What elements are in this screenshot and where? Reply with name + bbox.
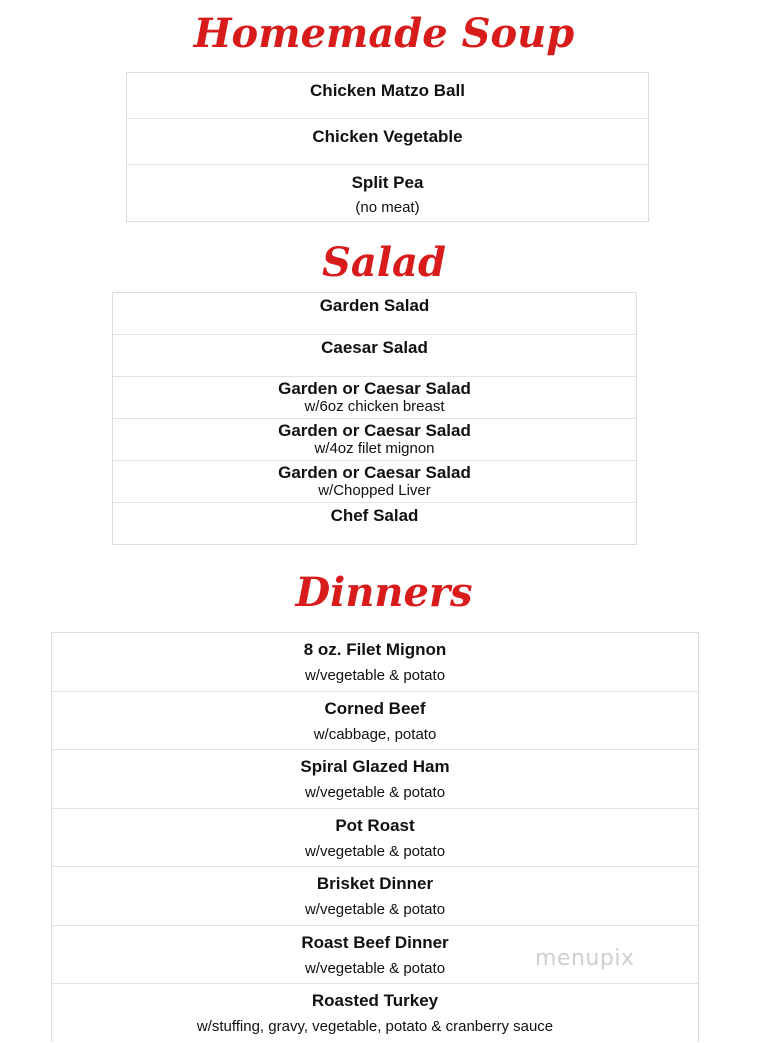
menupix-watermark: menupix: [535, 946, 635, 971]
menu-item: [52, 809, 698, 868]
salad-menu-table: [112, 292, 637, 545]
menu-item-name: Garden Salad: [319, 296, 430, 315]
menu-item-note: w/4oz filet mignon: [314, 440, 435, 457]
menu-item-name: Corned Beef: [324, 698, 426, 718]
dinners-menu-table: [51, 632, 699, 1042]
menu-item-name: Roast Beef Dinner: [301, 932, 449, 952]
menu-item: [113, 419, 636, 461]
menu-item-name: Roasted Turkey: [311, 991, 439, 1010]
menu-item-name: 8 oz. Filet Mignon: [303, 640, 447, 659]
menu-item-note: w/vegetable & potato: [304, 959, 446, 977]
menu-item-name: Brisket Dinner: [316, 874, 434, 893]
menu-item-name: Garden or Caesar Salad: [278, 379, 471, 398]
menu-item-name: Garden or Caesar Salad: [278, 463, 471, 482]
menu-item-note: w/Chopped Liver: [318, 482, 431, 499]
menu-item: [52, 984, 698, 1043]
soup-section-title: Homemade Soup: [193, 10, 575, 57]
menu-item-name: Spiral Glazed Ham: [300, 757, 450, 776]
menu-item: [52, 750, 698, 809]
menu-item-name: Chicken Matzo Ball: [310, 81, 465, 100]
menu-item-note: w/cabbage, potato: [313, 725, 437, 743]
menu-item: [113, 377, 636, 419]
menu-item-name: Caesar Salad: [321, 338, 428, 357]
menu-item-note: (no meat): [355, 199, 420, 216]
menu-item-note: w/vegetable & potato: [304, 667, 446, 684]
menu-item-note: w/vegetable & potato: [304, 842, 446, 860]
menu-item-note: w/vegetable & potato: [304, 784, 446, 801]
menu-item: [113, 293, 636, 335]
menu-item-note: w/vegetable & potato: [304, 901, 446, 918]
menu-item: [113, 461, 636, 503]
menu-item: [127, 165, 648, 221]
menu-item: [113, 503, 636, 545]
menu-item: [52, 867, 698, 926]
menu-item: [113, 335, 636, 377]
menu-item: [52, 633, 698, 692]
menu-item-name: Split Pea: [351, 173, 424, 192]
menu-item-note: w/stuffing, gravy, vegetable, potato & cranberry sauce: [196, 1018, 554, 1035]
menu-item: [127, 73, 648, 119]
menu-item-note: w/6oz chicken breast: [304, 398, 445, 415]
menu-item-name: Chicken Vegetable: [312, 127, 463, 146]
dinners-section-title: Dinners: [295, 569, 473, 616]
menu-item: [127, 119, 648, 165]
soup-menu-table: [126, 72, 649, 222]
menu-item-name: Chef Salad: [330, 506, 419, 525]
menu-item-name: Garden or Caesar Salad: [278, 421, 471, 440]
menu-item-name: Pot Roast: [335, 815, 415, 835]
salad-section-title: Salad: [322, 239, 446, 286]
menu-item: [52, 692, 698, 751]
